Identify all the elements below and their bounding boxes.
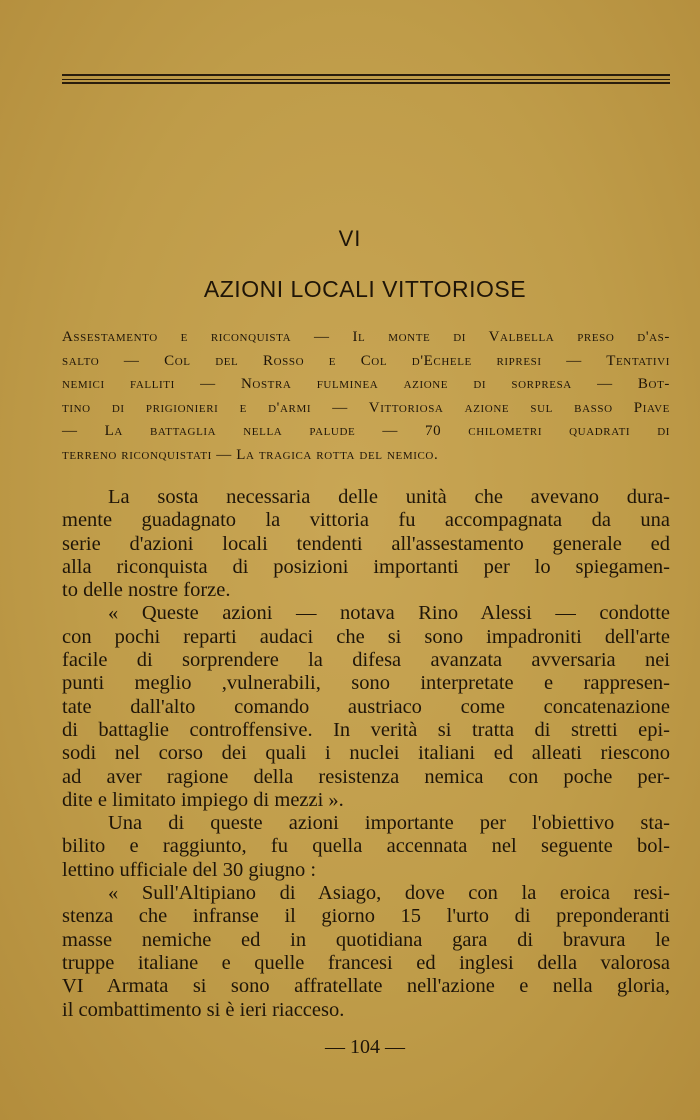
body-line: di battaglie controffensive. In verità si tratta di stretti epi- [62,718,670,741]
page-number: — 104 — [325,1036,405,1058]
chapter-number: VI [338,226,362,251]
body-line: tate dall'alto comando austriaco come concatenazione [62,695,670,718]
body-line: il combattimento si è ieri riacceso. [62,998,345,1021]
body-line: mente guadagnato la vittoria fu accompagnata da una [62,509,670,532]
body-line: La sosta necessaria delle unità che avevano dura- [108,486,670,508]
summary-line: terreno riconquistati — La tragica rotta del nemico. [62,446,439,463]
body-line: ad aver ragione della resistenza nemica con poche per- [62,765,670,788]
body-line: dite e limitato impiego di mezzi ». [62,788,344,811]
chapter-title: AZIONI LOCALI VITTORIOSE [203,276,527,302]
header-rule-top [62,74,670,76]
body-line: con pochi reparti audaci che si sono impadroniti dell'arte [62,625,670,648]
header-rule-bottom [62,82,670,84]
body-line: « Queste azioni — notava Rino Alessi — condotte [108,602,670,625]
chapter-summary [62,326,670,467]
body-line: masse nemiche ed in quotidiana gara di bravura le [62,928,670,951]
body-line: Una di queste azioni importante per l'obiettivo sta- [108,812,670,835]
body-line: stenza che infranse il giorno 15 l'urto di preponderanti [62,905,670,928]
body-line: facile di sorprendere la difesa avanzata avversaria nei [62,649,670,672]
body-line: truppe italiane e quelle francesi ed inglesi della valorosa [62,951,670,974]
body-line: punti meglio ,vulnerabili, sono interpretate e rappresen- [62,672,670,695]
body-line: VI Armata si sono affratellate nell'azione e nella gloria, [62,975,670,998]
body-line: sodi nel corso dei quali i nuclei italiani ed alleati riescono [62,742,670,765]
body-line: alla riconquista di posizioni importanti per lo spiegamen- [62,555,670,578]
summary-line: tino di prigionieri e d'armi — Vittoriosa azione sul basso Piave [62,399,670,416]
header-rule-middle [62,79,670,80]
summary-line: nemici falliti — Nostra fulminea azione di sorpresa — Bot- [62,376,670,392]
summary-line: Assestamento e riconquista — Il monte di Valbella preso d'as- [62,329,670,345]
body-line: to delle nostre forze. [62,579,231,602]
summary-line: — La battaglia nella palude — 70 chilometri quadrati di [62,423,670,439]
body-text [62,486,670,1022]
body-line: « Sull'Altipiano di Asiago, dove con la eroica resi- [108,882,670,905]
summary-line: salto — Col del Rosso e Col d'Echele ripresi — Tentativi [62,352,670,369]
body-line: lettino ufficiale del 30 giugno : [62,858,317,881]
body-line: bilito e raggiunto, fu quella accennata nel seguente bol- [62,835,670,858]
body-line: serie d'azioni locali tendenti all'assestamento generale ed [62,532,670,555]
